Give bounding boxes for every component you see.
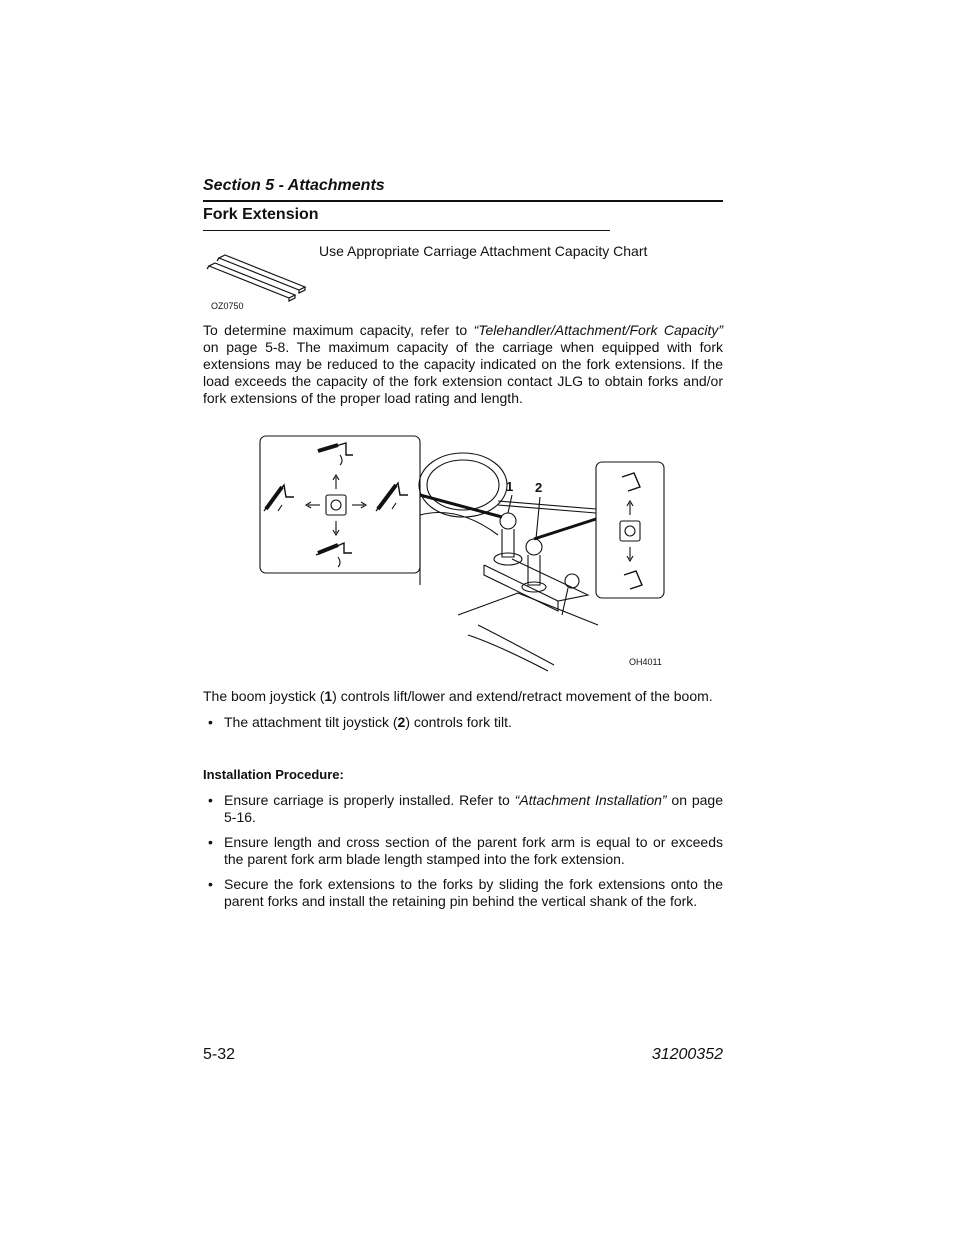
subsection-title: Fork Extension bbox=[203, 206, 319, 223]
fork-extension-illustration bbox=[205, 248, 309, 302]
installation-step: • Secure the fork extensions to the forks by sliding the fork extensions onto the parent forks and install the retaining pin behind the vertical shank of the fork. bbox=[208, 876, 723, 909]
boom-joystick-paragraph: The boom joystick (1) controls lift/lower and extend/retract movement of the boom. bbox=[203, 688, 713, 704]
tilt-joystick-bullet: • The attachment tilt joystick (2) controls fork tilt. bbox=[208, 714, 512, 730]
installation-step: • Ensure length and cross section of the parent fork arm is equal to or exceeds the parent fork arm blade length stamped into the fork extension. bbox=[208, 834, 723, 867]
capacity-chart-note: Use Appropriate Carriage Attachment Capacity Chart bbox=[319, 243, 648, 259]
figure-code: OZ0750 bbox=[211, 301, 244, 311]
section-title: Section 5 - Attachments bbox=[203, 177, 385, 194]
figure-code: OH4011 bbox=[629, 657, 662, 667]
installation-step: • Ensure carriage is properly installed. Refer to “Attachment Installation” on page 5-16. bbox=[208, 792, 723, 825]
callout-1: 1 bbox=[506, 479, 514, 494]
installation-reference: “Attachment Installation” bbox=[514, 792, 667, 808]
document-number: 31200352 bbox=[651, 1046, 723, 1063]
capacity-reference: “Telehandler/Attachment/Fork Capacity” bbox=[473, 322, 723, 338]
installation-heading: Installation Procedure: bbox=[203, 767, 344, 782]
joystick-controls-illustration bbox=[258, 425, 668, 675]
callout-2: 2 bbox=[535, 480, 543, 495]
page-number: 5-32 bbox=[203, 1046, 236, 1063]
section-rule bbox=[203, 200, 723, 202]
intro-paragraph: To determine maximum capacity, refer to “Telehandler/Attachment/Fork Capacity” on page 5-8. The maximum capacity of the carriage when equipped with fork extensions may be reduced to the capacity indicated on the fork extensions. If the load exceeds the capacity of the fork extension contact JLG to obtain forks and/or fork extensions of the proper load rating and length. bbox=[203, 322, 723, 406]
subsection-rule bbox=[203, 230, 610, 231]
